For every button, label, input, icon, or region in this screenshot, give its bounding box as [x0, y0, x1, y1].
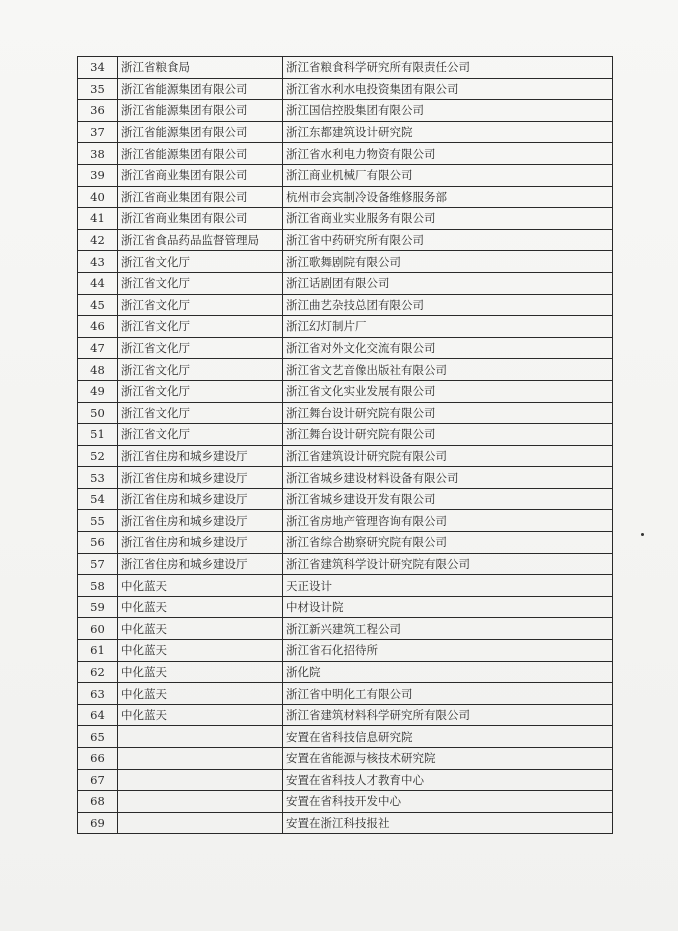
row-number: 58: [78, 575, 118, 597]
unit-name: 浙化院: [283, 661, 613, 683]
table-row: [78, 402, 613, 424]
row-number: 62: [78, 661, 118, 683]
row-number: 42: [78, 229, 118, 251]
supervising-department: 浙江省能源集团有限公司: [118, 78, 283, 100]
table-row: [78, 294, 613, 316]
unit-name: 浙江省建筑科学设计研究院有限公司: [283, 553, 613, 575]
table-row: [78, 186, 613, 208]
unit-name: 浙江省中明化工有限公司: [283, 683, 613, 705]
unit-name: 浙江国信控股集团有限公司: [283, 100, 613, 122]
supervising-department: 浙江省住房和城乡建设厅: [118, 467, 283, 489]
row-number: 38: [78, 143, 118, 165]
table-row: [78, 791, 613, 813]
unit-name: 安置在浙江科技报社: [283, 812, 613, 834]
unit-name: 浙江省文艺音像出版社有限公司: [283, 359, 613, 381]
table-row: [78, 704, 613, 726]
table-row: [78, 575, 613, 597]
unit-name: 安置在省能源与核技术研究院: [283, 748, 613, 770]
supervising-department: 浙江省能源集团有限公司: [118, 143, 283, 165]
unit-name: 安置在省科技信息研究院: [283, 726, 613, 748]
unit-name: 浙江话剧团有限公司: [283, 272, 613, 294]
table-row: [78, 488, 613, 510]
table-row: [78, 812, 613, 834]
row-number: 67: [78, 769, 118, 791]
table-row: [78, 510, 613, 532]
unit-name: 浙江歌舞剧院有限公司: [283, 251, 613, 273]
table-row: [78, 424, 613, 446]
row-number: 50: [78, 402, 118, 424]
row-number: 49: [78, 380, 118, 402]
row-number: 54: [78, 488, 118, 510]
row-number: 47: [78, 337, 118, 359]
supervising-department: 浙江省食品药品监督管理局: [118, 229, 283, 251]
unit-name: 浙江省建筑设计研究院有限公司: [283, 445, 613, 467]
supervising-department: 浙江省商业集团有限公司: [118, 164, 283, 186]
row-number: 63: [78, 683, 118, 705]
table-row: [78, 121, 613, 143]
unit-name: 浙江舞台设计研究院有限公司: [283, 424, 613, 446]
unit-name: 安置在省科技人才教育中心: [283, 769, 613, 791]
table-row: [78, 726, 613, 748]
supervising-department: 浙江省商业集团有限公司: [118, 208, 283, 230]
row-number: 65: [78, 726, 118, 748]
supervising-department: 浙江省住房和城乡建设厅: [118, 445, 283, 467]
row-number: 48: [78, 359, 118, 381]
table-row: [78, 748, 613, 770]
supervising-department: [118, 769, 283, 791]
unit-name: 浙江省城乡建设开发有限公司: [283, 488, 613, 510]
table-row: [78, 229, 613, 251]
unit-name: 浙江省建筑材料科学研究所有限公司: [283, 704, 613, 726]
supervising-department: 浙江省文化厅: [118, 337, 283, 359]
supervising-department: 浙江省商业集团有限公司: [118, 186, 283, 208]
table-row: [78, 100, 613, 122]
unit-name: 浙江省综合勘察研究院有限公司: [283, 532, 613, 554]
supervising-department: 浙江省住房和城乡建设厅: [118, 488, 283, 510]
row-number: 44: [78, 272, 118, 294]
unit-name: 浙江商业机械厂有限公司: [283, 164, 613, 186]
row-number: 45: [78, 294, 118, 316]
row-number: 60: [78, 618, 118, 640]
table-row: [78, 596, 613, 618]
unit-name: 浙江省水利水电投资集团有限公司: [283, 78, 613, 100]
table-row: [78, 683, 613, 705]
row-number: 64: [78, 704, 118, 726]
supervising-department: 中化蓝天: [118, 596, 283, 618]
table-row: [78, 661, 613, 683]
supervising-department: 中化蓝天: [118, 618, 283, 640]
scan-speck: [641, 533, 644, 536]
row-number: 56: [78, 532, 118, 554]
unit-name: 浙江省城乡建设材料设备有限公司: [283, 467, 613, 489]
supervising-department: 浙江省文化厅: [118, 380, 283, 402]
table-row: [78, 251, 613, 273]
table-row: [78, 532, 613, 554]
row-number: 36: [78, 100, 118, 122]
supervising-department: 浙江省文化厅: [118, 359, 283, 381]
unit-name: 浙江省文化实业发展有限公司: [283, 380, 613, 402]
unit-name: 浙江省对外文化交流有限公司: [283, 337, 613, 359]
unit-name: 浙江省中药研究所有限公司: [283, 229, 613, 251]
table-row: [78, 380, 613, 402]
supervising-department: 浙江省文化厅: [118, 316, 283, 338]
supervising-department: 浙江省能源集团有限公司: [118, 121, 283, 143]
supervising-department: 浙江省能源集团有限公司: [118, 100, 283, 122]
row-number: 69: [78, 812, 118, 834]
unit-name: 浙江省水利电力物资有限公司: [283, 143, 613, 165]
table-row: [78, 316, 613, 338]
supervising-department: 浙江省文化厅: [118, 272, 283, 294]
table-row: [78, 553, 613, 575]
row-number: 53: [78, 467, 118, 489]
unit-name: 杭州市会宾制冷设备维修服务部: [283, 186, 613, 208]
unit-name: 浙江新兴建筑工程公司: [283, 618, 613, 640]
supervising-department: 浙江省文化厅: [118, 402, 283, 424]
unit-list-table: [77, 56, 613, 834]
row-number: 35: [78, 78, 118, 100]
supervising-department: 浙江省文化厅: [118, 294, 283, 316]
row-number: 52: [78, 445, 118, 467]
unit-name: 浙江省商业实业服务有限公司: [283, 208, 613, 230]
row-number: 41: [78, 208, 118, 230]
row-number: 66: [78, 748, 118, 770]
supervising-department: 浙江省住房和城乡建设厅: [118, 553, 283, 575]
table-row: [78, 618, 613, 640]
unit-name: 浙江东都建筑设计研究院: [283, 121, 613, 143]
table-row: [78, 337, 613, 359]
unit-name: 浙江舞台设计研究院有限公司: [283, 402, 613, 424]
row-number: 37: [78, 121, 118, 143]
table-row: [78, 445, 613, 467]
supervising-department: 浙江省住房和城乡建设厅: [118, 510, 283, 532]
unit-name: 中材设计院: [283, 596, 613, 618]
supervising-department: [118, 726, 283, 748]
table-row: [78, 208, 613, 230]
row-number: 46: [78, 316, 118, 338]
supervising-department: [118, 812, 283, 834]
unit-name: 浙江省粮食科学研究所有限责任公司: [283, 57, 613, 79]
table-row: [78, 57, 613, 79]
table-body: [78, 57, 613, 834]
supervising-department: 中化蓝天: [118, 640, 283, 662]
table-row: [78, 359, 613, 381]
row-number: 51: [78, 424, 118, 446]
unit-name: 浙江省房地产管理咨询有限公司: [283, 510, 613, 532]
row-number: 68: [78, 791, 118, 813]
supervising-department: 中化蓝天: [118, 683, 283, 705]
row-number: 57: [78, 553, 118, 575]
supervising-department: 中化蓝天: [118, 575, 283, 597]
unit-name: 天正设计: [283, 575, 613, 597]
supervising-department: 浙江省住房和城乡建设厅: [118, 532, 283, 554]
row-number: 34: [78, 57, 118, 79]
row-number: 55: [78, 510, 118, 532]
row-number: 61: [78, 640, 118, 662]
supervising-department: 浙江省文化厅: [118, 251, 283, 273]
supervising-department: [118, 791, 283, 813]
table-row: [78, 640, 613, 662]
row-number: 40: [78, 186, 118, 208]
unit-name: 浙江省石化招待所: [283, 640, 613, 662]
supervising-department: 浙江省文化厅: [118, 424, 283, 446]
supervising-department: 中化蓝天: [118, 661, 283, 683]
table-row: [78, 78, 613, 100]
row-number: 43: [78, 251, 118, 273]
table-row: [78, 272, 613, 294]
table-row: [78, 164, 613, 186]
supervising-department: 浙江省粮食局: [118, 57, 283, 79]
table-row: [78, 467, 613, 489]
unit-name: 安置在省科技开发中心: [283, 791, 613, 813]
row-number: 59: [78, 596, 118, 618]
supervising-department: [118, 748, 283, 770]
unit-name: 浙江曲艺杂技总团有限公司: [283, 294, 613, 316]
table-row: [78, 143, 613, 165]
supervising-department: 中化蓝天: [118, 704, 283, 726]
table-row: [78, 769, 613, 791]
row-number: 39: [78, 164, 118, 186]
unit-name: 浙江幻灯制片厂: [283, 316, 613, 338]
